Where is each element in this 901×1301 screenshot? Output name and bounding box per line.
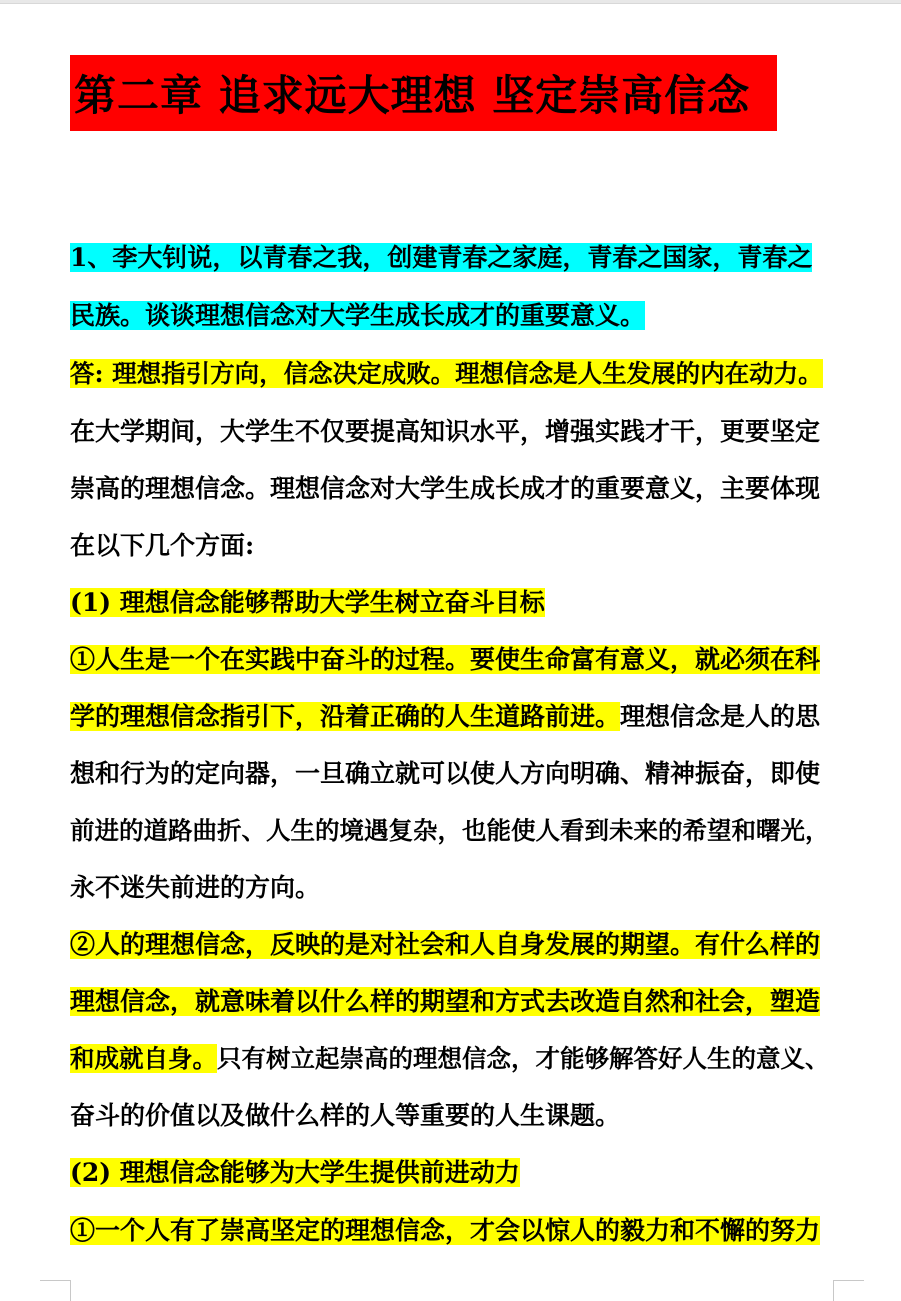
point-1-line-3 xyxy=(70,745,820,803)
point-2-text-1: ②人的理想信念，反映的是对社会和人自身发展的期望。有什么样的 xyxy=(70,930,821,959)
section-1-heading-text: (1) 理想信念能够帮助大学生树立奋斗目标 xyxy=(70,588,545,617)
point-2-line-4 xyxy=(70,1087,620,1145)
point-1-line-5 xyxy=(70,859,320,917)
point-2-line-1 xyxy=(70,916,820,974)
point-1-text-2b: 理想信念是人的思 xyxy=(620,702,821,731)
point-1-text-1: ①人生是一个在实践中奋斗的过程。要使生命富有意义，就必须在科 xyxy=(70,645,821,674)
page-corner-mark-left xyxy=(40,1280,71,1301)
point-1-line-1 xyxy=(70,631,820,689)
answer-intro: 答: 理想指引方向，信念决定成败。理想信念是人生发展的内在动力。 xyxy=(70,359,823,388)
answer-line-4 xyxy=(70,517,254,575)
point-2-text-2: 理想信念，就意味着以什么样的期望和方式去改造自然和社会，塑造 xyxy=(70,987,821,1016)
answer-line-1 xyxy=(70,345,823,403)
section-2-heading-text: (2) 理想信念能够为大学生提供前进动力 xyxy=(70,1158,520,1187)
question-text-2: 民族。谈谈理想信念对大学生成长成才的重要意义。 xyxy=(70,301,646,330)
chapter-title-banner xyxy=(70,55,777,131)
question-line-2 xyxy=(70,287,645,345)
point-2-line-3 xyxy=(70,1030,830,1088)
point-1-text-4: 前进的道路曲折、人生的境遇复杂，也能使人看到未来的希望和曙光， xyxy=(70,816,830,845)
chapter-title: 第二章 追求远大理想 坚定崇高信念 xyxy=(74,71,751,120)
answer-text-4: 在以下几个方面: xyxy=(70,531,255,560)
point-1-text-3: 想和行为的定向器，一旦确立就可以使人方向明确、精神振奋，即使 xyxy=(70,759,821,788)
point-2-text-3a: 和成就自身。 xyxy=(70,1044,217,1073)
section-1-heading xyxy=(70,574,545,632)
section-2-text-1: ①一个人有了崇高坚定的理想信念，才会以惊人的毅力和不懈的努力 xyxy=(70,1216,821,1245)
page-corner-mark-right xyxy=(833,1280,864,1301)
section-2-heading xyxy=(70,1144,520,1202)
section-2-line-1 xyxy=(70,1202,820,1260)
question-line-1 xyxy=(70,229,812,287)
point-1-line-4 xyxy=(70,802,830,860)
point-2-line-2 xyxy=(70,973,820,1031)
point-1-line-2 xyxy=(70,688,820,746)
point-2-text-3b: 只有树立起崇高的理想信念，才能够解答好人生的意义、 xyxy=(217,1044,830,1073)
answer-line-3 xyxy=(70,460,820,518)
answer-text-3: 崇高的理想信念。理想信念对大学生成长成才的重要意义，主要体现 xyxy=(70,474,821,503)
answer-line-2 xyxy=(70,403,820,461)
question-text-1: 1、李大钊说，以青春之我，创建青春之家庭，青春之国家，青春之 xyxy=(70,243,813,272)
point-1-text-2a: 学的理想信念指引下，沿着正确的人生道路前进。 xyxy=(70,702,621,731)
point-1-text-5: 永不迷失前进的方向。 xyxy=(70,873,321,902)
page-top-edge xyxy=(0,0,901,4)
answer-text-2: 在大学期间，大学生不仅要提高知识水平，增强实践才干，更要坚定 xyxy=(70,417,821,446)
point-2-text-4: 奋斗的价值以及做什么样的人等重要的人生课题。 xyxy=(70,1101,621,1130)
